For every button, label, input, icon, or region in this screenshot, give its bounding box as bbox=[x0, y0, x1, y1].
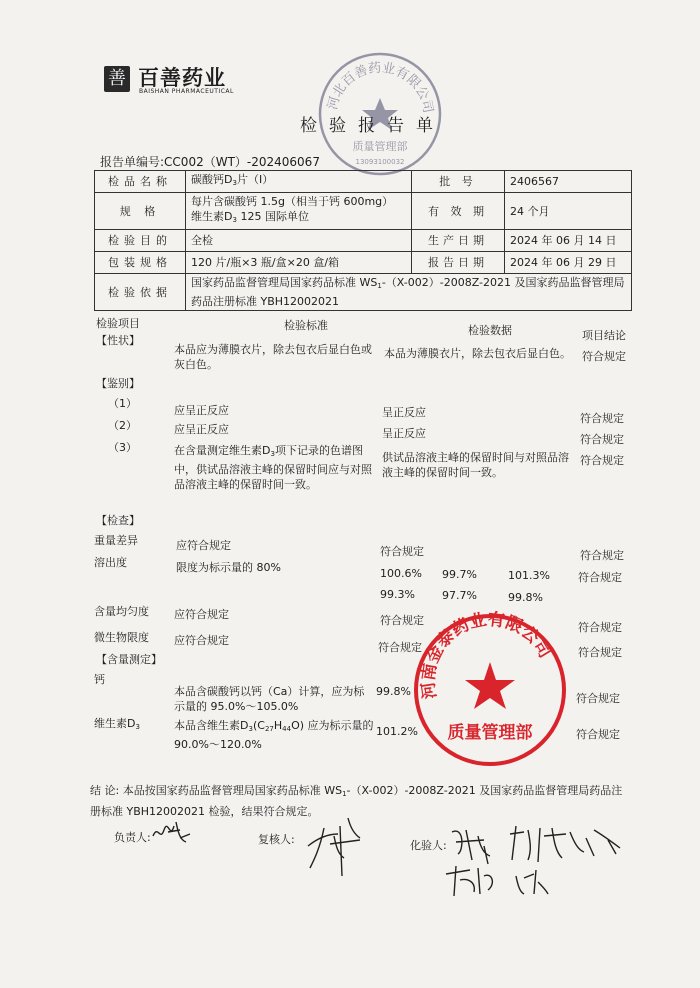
dissolution-conclusion: 符合规定 bbox=[578, 571, 622, 584]
validity-value: 24 个月 bbox=[505, 193, 632, 230]
responsible-signature bbox=[150, 818, 192, 848]
uniformity-result: 符合规定 bbox=[380, 614, 424, 627]
uniformity-label: 含量均匀度 bbox=[94, 605, 149, 618]
microbe-result: 符合规定 bbox=[378, 641, 422, 654]
product-info-table bbox=[94, 170, 632, 311]
spec-value: 每片含碳酸钙 1.5g（相当于钙 600mg） 维生素$D_3$ 125 国际单位 bbox=[186, 193, 412, 230]
dissolution-standard: 限度为标示量的 80% bbox=[176, 561, 281, 574]
section-check: 【检查】 bbox=[96, 514, 140, 527]
column-result: 检验数据 bbox=[468, 324, 512, 337]
package-value: 120 片/瓶×3 瓶/盒×20 盒/箱 bbox=[186, 252, 412, 274]
id3-standard: 在含量测定维生素$D_3$项下记录的色谱图中，供试品溶液主峰的保留时间应与对照品溶液主峰的保留时间一致。 bbox=[174, 444, 372, 491]
id3-label: （3） bbox=[108, 441, 137, 454]
vitd-conclusion: 符合规定 bbox=[576, 728, 620, 741]
conclusion-text: 结 论: 本品按国家药品监督管理局国家药品标准 $WS_1-(X-002)-2008Z-2021$ 及国家药品监督管理局药品注册标准 YBH12002021 检验，结果符合规定。 bbox=[90, 784, 623, 818]
id2-result: 呈正反应 bbox=[382, 427, 426, 440]
dissolution-label: 溶出度 bbox=[94, 556, 127, 569]
dissolution-value: 101.3% bbox=[508, 569, 550, 582]
spec-label: 规 格 bbox=[95, 193, 186, 230]
section-identification: 【鉴别】 bbox=[96, 377, 140, 390]
package-label: 包装规格 bbox=[95, 252, 186, 274]
purpose-value: 全检 bbox=[186, 230, 412, 252]
svg-text:河南金泰药业有限公司: 河南金泰药业有限公司 bbox=[418, 610, 555, 701]
id3-conclusion: 符合规定 bbox=[580, 454, 624, 467]
dissolution-value: 97.7% bbox=[442, 589, 477, 602]
reviewer-signature bbox=[304, 808, 364, 880]
weight-result: 符合规定 bbox=[380, 545, 424, 558]
section-appearance: 【性状】 bbox=[96, 334, 140, 347]
calcium-standard: 本品含碳酸钙以钙（Ca）计算，应为标示量的 95.0%～105.0% bbox=[174, 685, 365, 713]
microbe-label: 微生物限度 bbox=[94, 631, 149, 644]
document-title: 检验报告单 bbox=[300, 116, 445, 136]
report-date-label: 报告日期 bbox=[412, 252, 505, 274]
responsible-label: 负责人: bbox=[114, 831, 151, 844]
qa-department-stamp bbox=[410, 610, 570, 770]
id2-label: （2） bbox=[108, 419, 137, 432]
dissolution-value: 100.6% bbox=[380, 567, 422, 580]
calcium-result: 99.8% bbox=[376, 685, 411, 698]
id3-result: 供试品溶液主峰的保留时间与对照品溶液主峰的保留时间一致。 bbox=[382, 451, 569, 479]
id2-conclusion: 符合规定 bbox=[580, 433, 624, 446]
id1-label: （1） bbox=[108, 397, 137, 410]
inspector-signatures bbox=[444, 820, 644, 900]
dissolution-value: 99.3% bbox=[380, 588, 415, 601]
id1-conclusion: 符合规定 bbox=[580, 412, 624, 425]
company-logo-icon: 善 bbox=[104, 66, 130, 92]
column-conclusion: 项目结论 bbox=[582, 329, 626, 342]
svg-text:质量管理部: 质量管理部 bbox=[352, 140, 408, 153]
appearance-result: 本品为薄膜衣片，除去包衣后显白色。 bbox=[384, 347, 571, 360]
calcium-label: 钙 bbox=[94, 673, 105, 686]
purpose-label: 检验目的 bbox=[95, 230, 186, 252]
batch-value: 2406567 bbox=[505, 171, 632, 193]
reviewer-label: 复核人: bbox=[258, 833, 295, 846]
basis-value: 国家药品监督管理局国家药品标准 $WS_1-(X-002)-2008Z-2021$ 及国家药品监督管理局药品注册标准 YBH12002021 bbox=[186, 274, 632, 311]
batch-label: 批 号 bbox=[412, 171, 505, 193]
validity-label: 有 效 期 bbox=[412, 193, 505, 230]
section-assay: 【含量测定】 bbox=[96, 653, 162, 666]
appearance-conclusion: 符合规定 bbox=[582, 350, 626, 363]
weight-conclusion: 符合规定 bbox=[580, 549, 624, 562]
microbe-standard: 应符合规定 bbox=[174, 634, 229, 647]
report-number: 报告单编号:CC002（WT）-202406067 bbox=[100, 155, 320, 169]
inspector-label: 化验人: bbox=[410, 839, 447, 852]
brand-name-cn: 百善药业 bbox=[138, 66, 226, 90]
product-name-label: 检品名称 bbox=[95, 171, 186, 193]
dissolution-value: 99.7% bbox=[442, 568, 477, 581]
production-date-label: 生产日期 bbox=[412, 230, 505, 252]
uniformity-conclusion: 符合规定 bbox=[578, 621, 622, 634]
svg-text:河北百善药业有限公司: 河北百善药业有限公司 bbox=[325, 60, 436, 115]
weight-standard: 应符合规定 bbox=[176, 539, 231, 552]
svg-text:质量管理部: 质量管理部 bbox=[447, 723, 533, 743]
column-standard: 检验标准 bbox=[284, 319, 328, 332]
id1-result: 呈正反应 bbox=[382, 406, 426, 419]
uniformity-standard: 应符合规定 bbox=[174, 608, 229, 621]
column-item: 检验项目 bbox=[96, 317, 140, 330]
id2-standard: 应呈正反应 bbox=[174, 423, 229, 436]
dissolution-value: 99.8% bbox=[508, 591, 543, 604]
microbe-conclusion: 符合规定 bbox=[578, 646, 622, 659]
appearance-standard: 本品应为薄膜衣片，除去包衣后显白色或灰白色。 bbox=[174, 343, 372, 371]
weight-label: 重量差异 bbox=[94, 534, 138, 547]
vitd-label: 维生素$D_3$ bbox=[94, 717, 140, 731]
svg-text:13093100032: 13093100032 bbox=[355, 158, 405, 166]
product-name-value: 碳酸钙$D_3$片（Ⅰ） bbox=[186, 171, 412, 193]
id1-standard: 应呈正反应 bbox=[174, 404, 229, 417]
vitd-result: 101.2% bbox=[376, 725, 418, 738]
calcium-conclusion: 符合规定 bbox=[576, 692, 620, 705]
basis-label: 检验依据 bbox=[95, 274, 186, 311]
report-date-value: 2024 年 06 月 29 日 bbox=[505, 252, 632, 274]
production-date-value: 2024 年 06 月 14 日 bbox=[505, 230, 632, 252]
vitd-standard: 本品含维生素$D_3(C_{27}H_{44}O)$ 应为标示量的 90.0%～120.0% bbox=[174, 719, 374, 751]
brand-name-en: BAISHAN PHARMACEUTICAL bbox=[139, 88, 234, 95]
